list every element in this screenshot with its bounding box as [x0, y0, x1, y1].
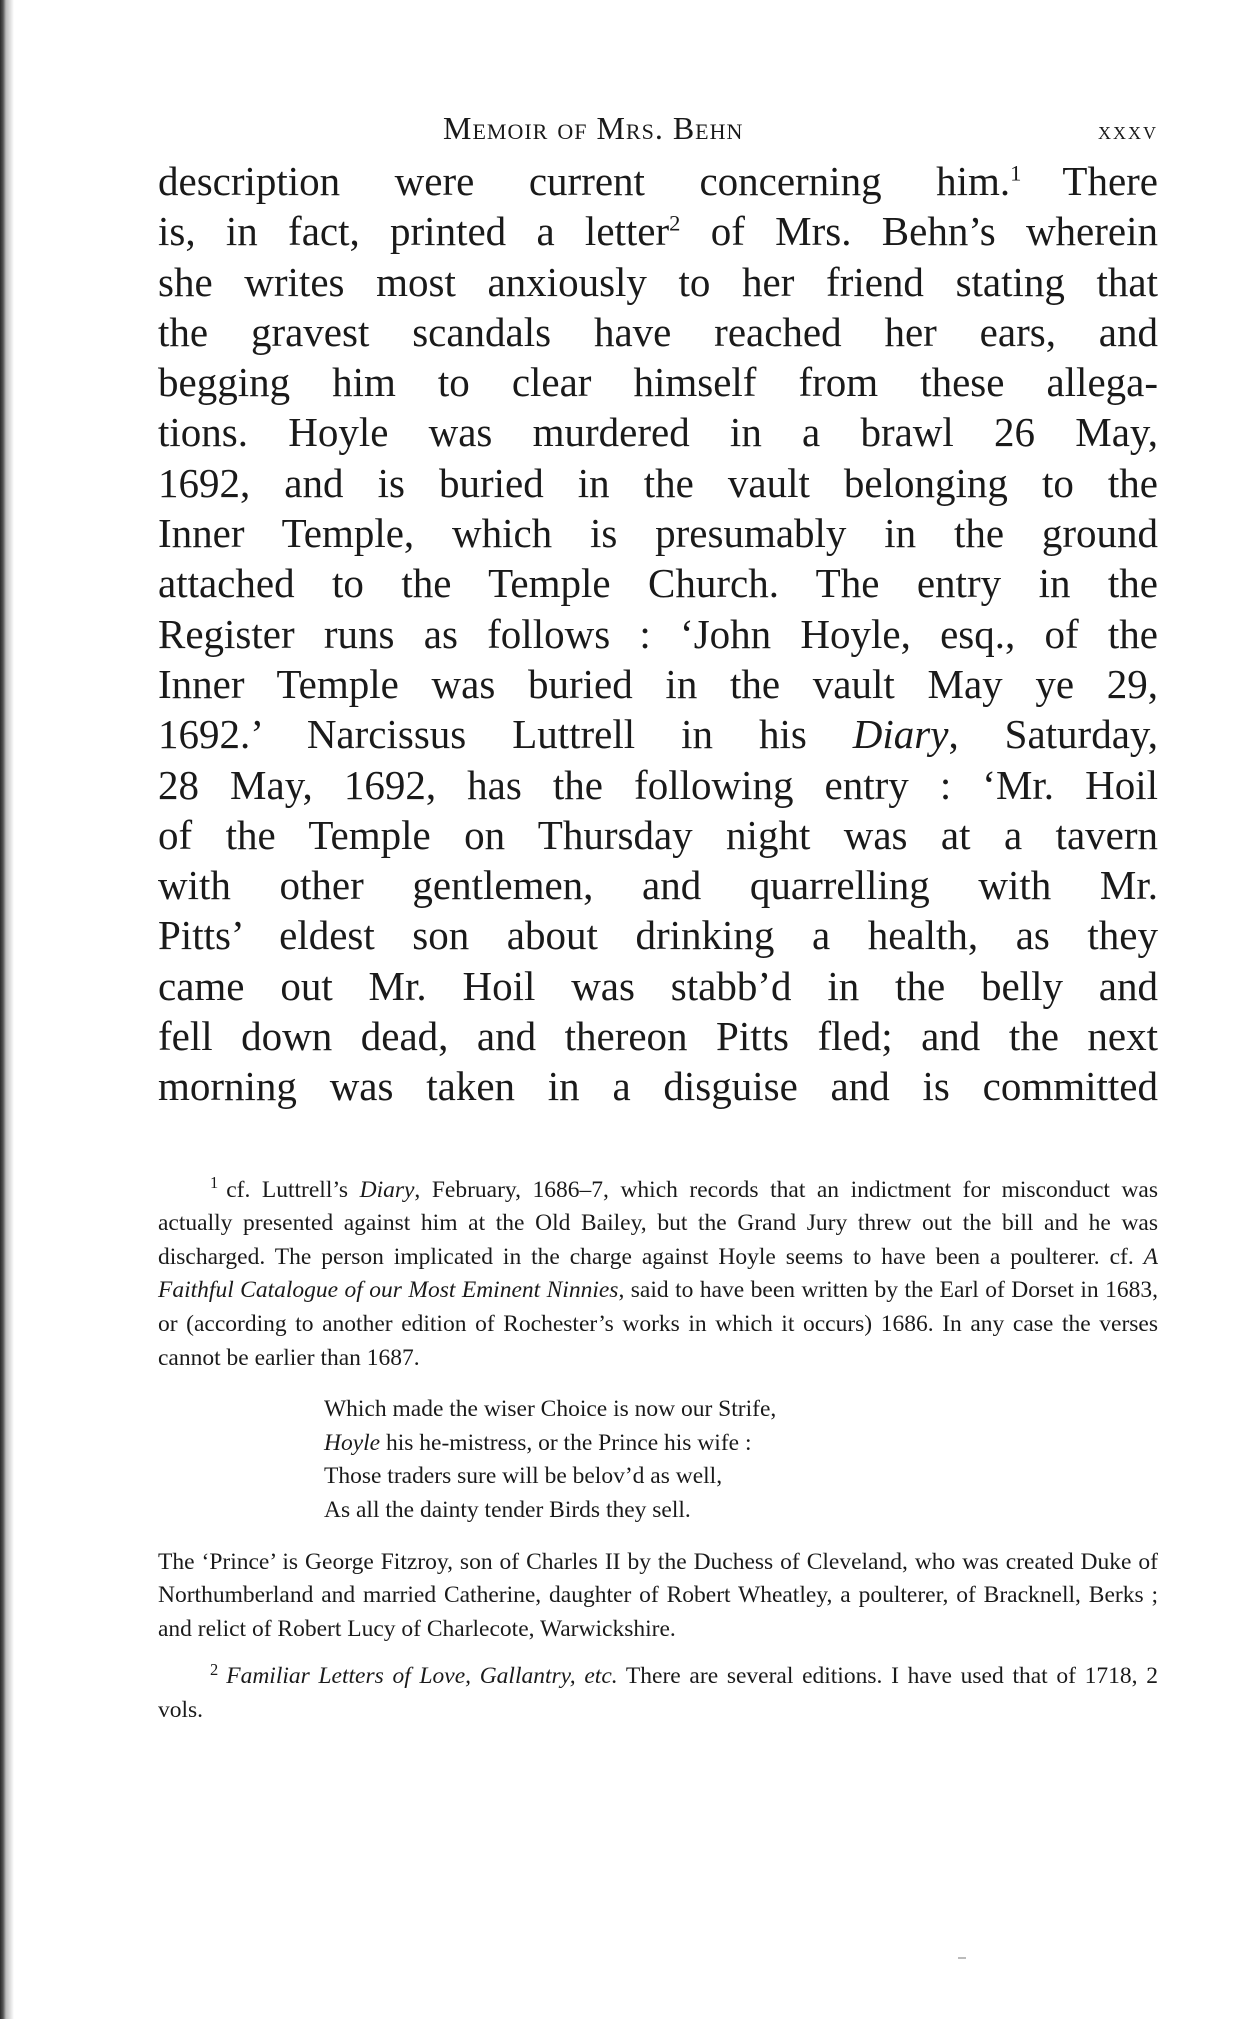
text-span: his he-mistress, or the Prince his wife : — [380, 1429, 752, 1456]
verse-line: Which made the wiser Choice is now our Strife, — [324, 1396, 777, 1423]
running-title: Memoir of Mrs. Behn — [443, 110, 744, 146]
text-line: Register runs as follows : ‘John Hoyle, esq., of the — [158, 610, 1158, 657]
text-line: attached to the Temple Church. The entry in the — [158, 560, 1158, 607]
text-line: fell down dead, and thereon Pitts fled; and the next — [158, 1013, 1158, 1060]
text-span: description were current concerning him. — [158, 158, 1011, 204]
page-content — [158, 110, 1158, 1728]
text-span: 1692.’ Narcissus Luttrell in his — [158, 711, 807, 758]
text-span: , February, 1686–7, which records that an indictment for misconduct was actually presented against him at the Old Bailey, but the Grand Jury threw out the bill and he was discharged. The person implicated in the charge against Hoyle seems to have been a poulterer. cf. — [158, 1176, 1158, 1270]
italic-title: Diary — [359, 1176, 415, 1203]
text-line: Inner Temple was buried in the vault May ye 29, — [158, 660, 1158, 707]
text-line: with other gentlemen, and quarrelling with Mr. — [158, 862, 1158, 909]
text-line: Inner Temple, which is presumably in the ground — [158, 510, 1158, 557]
verse-quotation — [324, 1393, 1158, 1527]
scan-mark — [958, 1957, 966, 1959]
italic-title: A Faithful Catalogue of our Most Eminent Ninnies — [158, 1243, 1158, 1304]
text-span: , said to have been written by the Earl of Dorset in 1683, or (according to another edition of Rochester’s works in which it occurs) 1686. In any case the verses cannot be earlier than 1687. — [158, 1277, 1158, 1371]
text-line: Pitts’ eldest son about drinking a health, as they — [158, 912, 1158, 959]
page-binding-edge — [0, 0, 14, 2019]
text-span: cf. Luttrell’s — [226, 1176, 349, 1203]
text-span: There — [1062, 158, 1158, 204]
page-number: xxxv — [1098, 116, 1158, 145]
text-line: she writes most anxiously to her friend stating that — [158, 258, 1158, 305]
italic-title: Familiar Letters of Love, Gallantry, etc. — [226, 1663, 618, 1690]
footnote-number: 1 — [210, 1172, 219, 1192]
italic-name: Hoyle — [324, 1429, 381, 1456]
footnote-1-continuation: The ‘Prince’ is George Fitzroy, son of Charles II by the Duchess of Cleveland, who was created Duke of Northumberland and married Catherine, daughter of Robert Wheatley, a poulterer, of Bracknell, Berks ; and relict of Robert Lucy of Charlecote, Warwickshire. — [158, 1548, 1158, 1642]
main-body-text — [158, 156, 1158, 1112]
text-line: begging him to clear himself from these allega- — [158, 359, 1158, 406]
footnotes — [158, 1174, 1158, 1728]
footnote-1 — [158, 1174, 1158, 1376]
text-line: tions. Hoyle was murdered in a brawl 26 May, — [158, 409, 1158, 456]
text-span: , Saturday, — [948, 711, 1158, 758]
text-line — [158, 709, 1158, 759]
footnote-ref-2: 2 — [669, 210, 681, 236]
footnote-2 — [158, 1660, 1158, 1727]
text-line: the gravest scandals have reached her ears, and — [158, 308, 1158, 355]
text-line: morning was taken in a disguise and is committed — [158, 1063, 1158, 1110]
text-line: 1692, and is buried in the vault belonging to the — [158, 459, 1158, 506]
text-line — [158, 206, 1158, 256]
text-line: came out Mr. Hoil was stabb’d in the belly and — [158, 962, 1158, 1009]
running-head — [158, 110, 1158, 156]
text-span: is, in fact, printed a letter — [158, 208, 670, 255]
verse-line: Those traders sure will be belov’d as well, — [324, 1463, 723, 1490]
footnote-number: 2 — [210, 1659, 219, 1679]
text-line — [158, 156, 1158, 206]
text-line: of the Temple on Thursday night was at a tavern — [158, 811, 1158, 858]
verse-line — [324, 1427, 1158, 1461]
footnote-ref-1: 1 — [1010, 160, 1022, 186]
text-line: 28 May, 1692, has the following entry : ‘Mr. Hoil — [158, 761, 1158, 808]
text-span: There are several editions. I have used that of 1718, 2 vols. — [158, 1663, 1158, 1723]
diary-title: Diary — [852, 711, 949, 758]
verse-line: As all the dainty tender Birds they sell. — [324, 1496, 691, 1523]
text-span: of Mrs. Behn’s wherein — [710, 208, 1158, 255]
